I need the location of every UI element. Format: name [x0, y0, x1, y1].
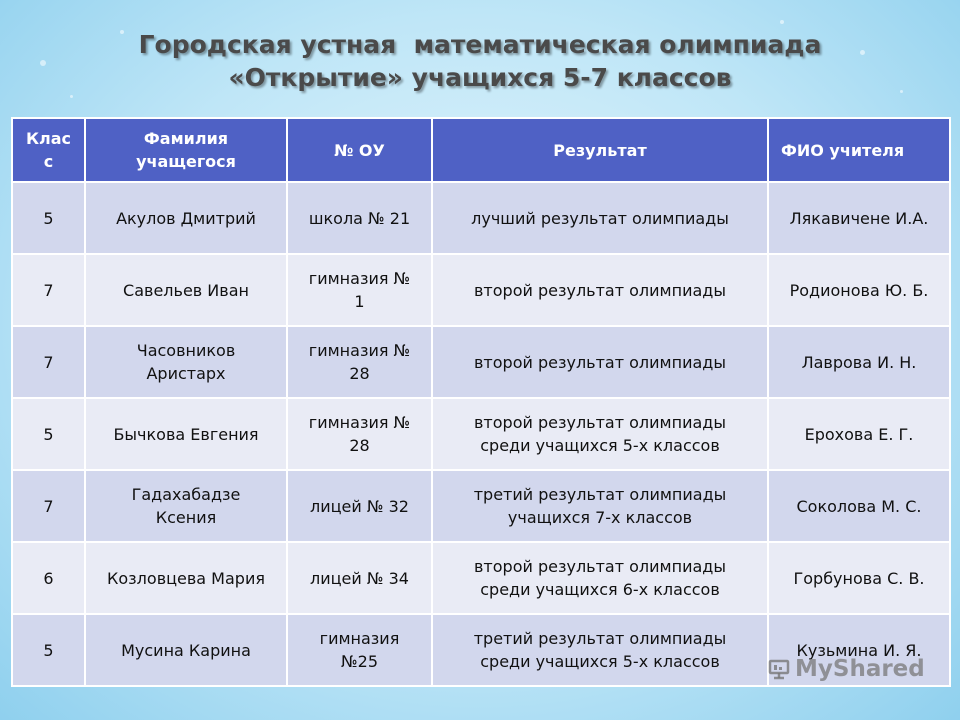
- cell-class: 7: [12, 254, 85, 326]
- cell-class: 5: [12, 182, 85, 254]
- page-title: [0, 28, 960, 94]
- cell-student: Акулов Дмитрий: [85, 182, 287, 254]
- cell-class: 7: [12, 326, 85, 398]
- cell-result: второй результат олимпиады: [432, 326, 768, 398]
- cell-class: 6: [12, 542, 85, 614]
- cell-class: 7: [12, 470, 85, 542]
- cell-student: Савельев Иван: [85, 254, 287, 326]
- cell-student: Мусина Карина: [85, 614, 287, 686]
- cell-school: гимназия № 1: [287, 254, 432, 326]
- title-line-2: «Открытие» учащихся 5-7 классов: [228, 63, 732, 92]
- table-header-row: [12, 118, 950, 182]
- cell-school: школа № 21: [287, 182, 432, 254]
- cell-student: Козловцева Мария: [85, 542, 287, 614]
- cell-school: гимназия № 28: [287, 398, 432, 470]
- watermark: [768, 656, 925, 682]
- results-table: [11, 117, 951, 687]
- cell-teacher: Лаврова И. Н.: [768, 326, 950, 398]
- table-row: [12, 254, 950, 326]
- cell-school: гимназия №25: [287, 614, 432, 686]
- header-teacher: ФИО учителя: [768, 118, 950, 182]
- cell-school: лицей № 32: [287, 470, 432, 542]
- cell-teacher: Кузьмина И. Я.: [768, 614, 950, 686]
- presentation-icon: [768, 658, 790, 680]
- cell-school: гимназия № 28: [287, 326, 432, 398]
- cell-teacher: Родионова Ю. Б.: [768, 254, 950, 326]
- cell-teacher: Ерохова Е. Г.: [768, 398, 950, 470]
- cell-teacher: Соколова М. С.: [768, 470, 950, 542]
- header-result: Результат: [432, 118, 768, 182]
- cell-student: Бычкова Евгения: [85, 398, 287, 470]
- cell-result: второй результат олимпиады среди учащихся 6-х классов: [432, 542, 768, 614]
- cell-teacher: Горбунова С. В.: [768, 542, 950, 614]
- cell-class: 5: [12, 614, 85, 686]
- table-row: [12, 326, 950, 398]
- table-row: [12, 470, 950, 542]
- header-student: Фамилия учащегося: [85, 118, 287, 182]
- table-row: [12, 182, 950, 254]
- cell-result: второй результат олимпиады: [432, 254, 768, 326]
- cell-class: 5: [12, 398, 85, 470]
- cell-student: Гадахабадзе Ксения: [85, 470, 287, 542]
- cell-teacher: Лякавичене И.А.: [768, 182, 950, 254]
- table-row: [12, 542, 950, 614]
- watermark-text: MyShared: [795, 656, 925, 682]
- header-school: № ОУ: [287, 118, 432, 182]
- header-class: Клас с: [12, 118, 85, 182]
- cell-result: третий результат олимпиады среди учащихся 5-х классов: [432, 614, 768, 686]
- cell-school: лицей № 34: [287, 542, 432, 614]
- table-row: [12, 398, 950, 470]
- title-line-1: Городская устная математическая олимпиада: [138, 30, 822, 59]
- cell-result: лучший результат олимпиады: [432, 182, 768, 254]
- cell-result: третий результат олимпиады учащихся 7-х классов: [432, 470, 768, 542]
- cell-result: второй результат олимпиады среди учащихся 5-х классов: [432, 398, 768, 470]
- cell-student: Часовников Аристарх: [85, 326, 287, 398]
